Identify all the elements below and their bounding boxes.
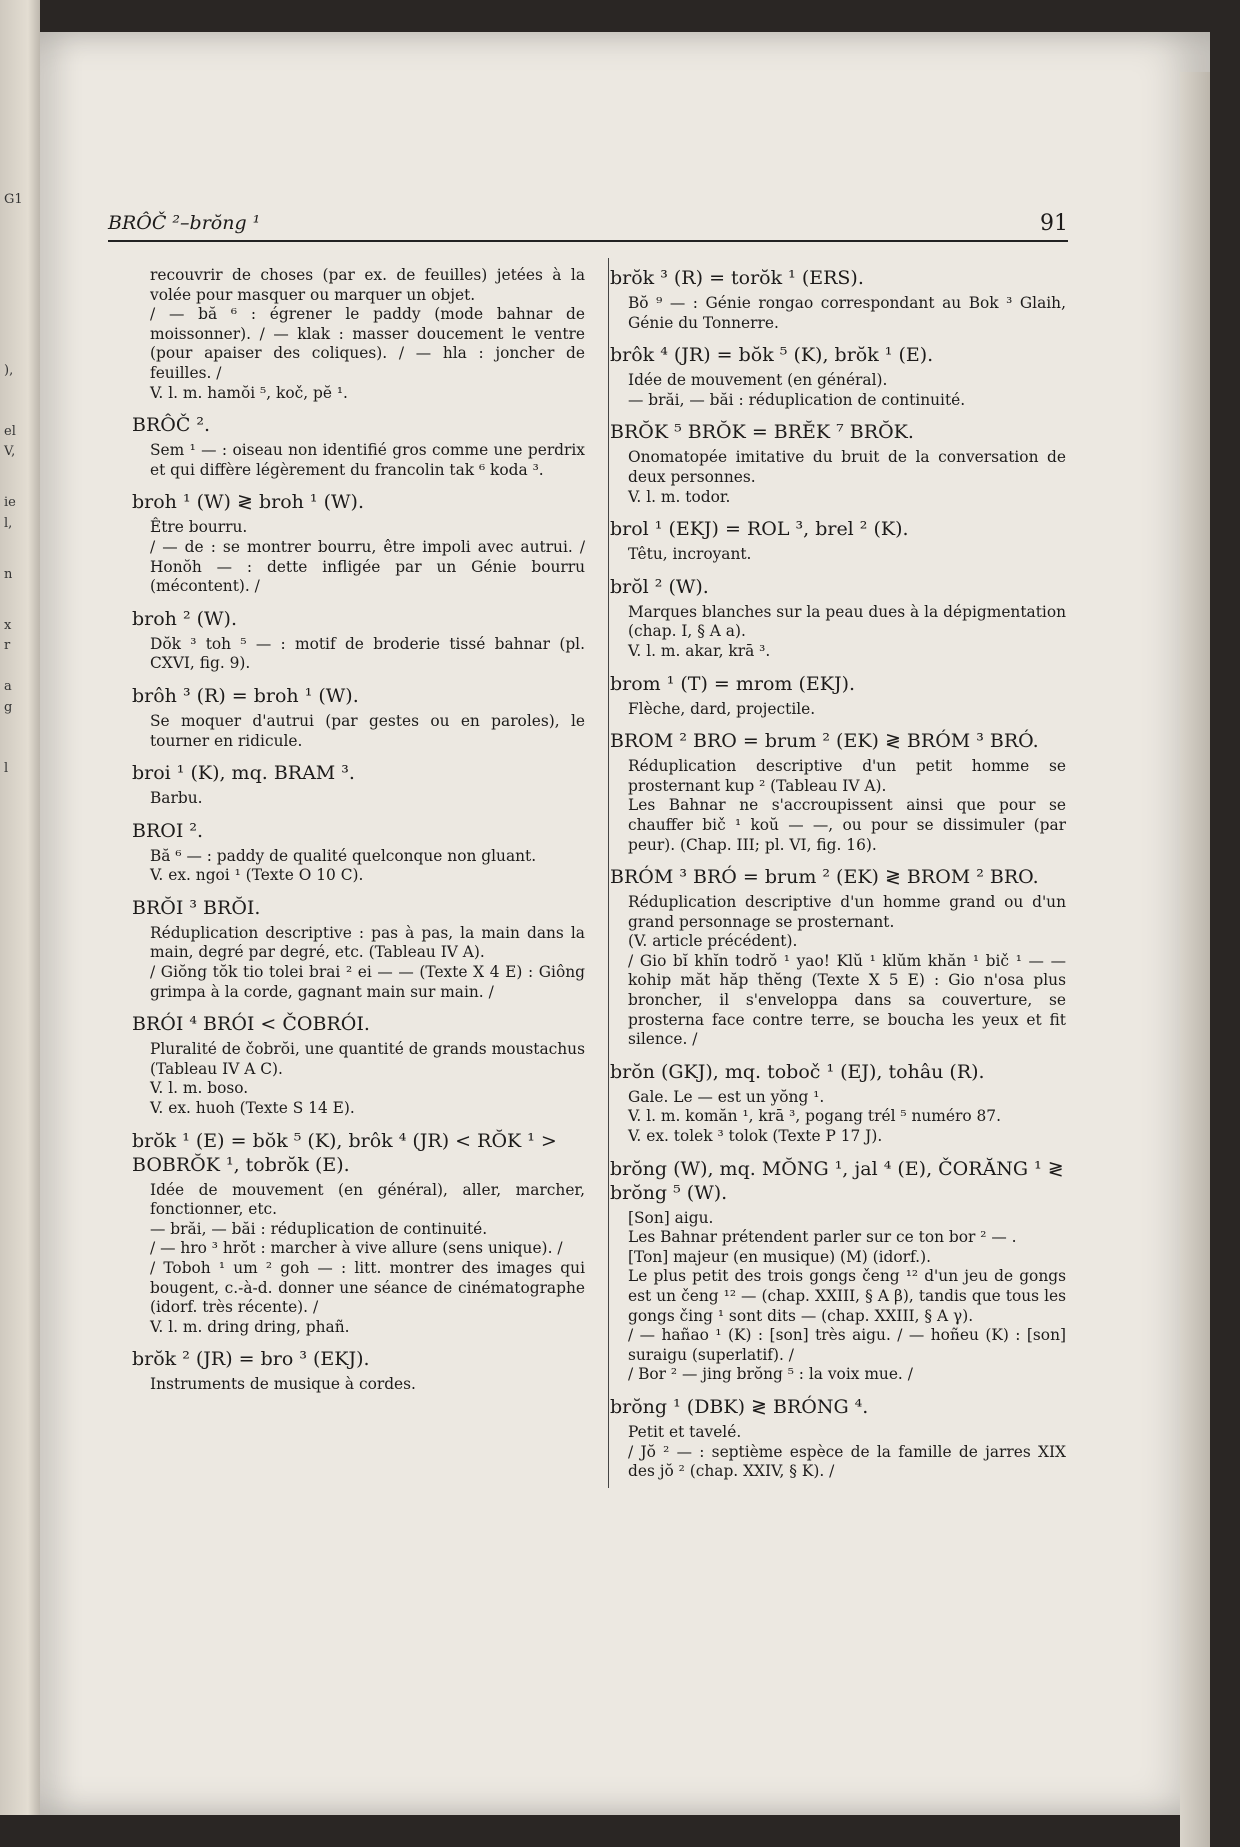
dictionary-entry-cont xyxy=(150,266,585,403)
entry-headword: BROM ² BRO = brum ² (EK) ≷ BRÓM ³ BRÓ. xyxy=(610,730,1039,753)
entry-definition xyxy=(628,1423,1066,1482)
entry-definition xyxy=(628,893,1066,1050)
entry-headword: brŏn (GKJ), mq. toboč ¹ (EJ), tohâu (R). xyxy=(610,1060,985,1083)
dictionary-entry-brom1 xyxy=(610,672,1066,720)
definition-line: Idée de mouvement (en général). xyxy=(628,371,888,390)
definition-line: Instruments de musique à cordes. xyxy=(150,1375,416,1394)
definition-line: V. ex. ngoi ¹ (Texte O 10 C). xyxy=(150,866,364,885)
definition-line: Dŏk ³ toh ⁵ — : motif de broderie tissé bahnar (pl. CXVI, fig. 9). xyxy=(150,634,585,673)
definition-line: recouvrir de choses (par ex. de feuilles) jetées à la volée pour masquer ou marquer un objet. xyxy=(150,266,585,304)
page-number: 91 xyxy=(1040,211,1068,236)
entry-headword: brôh ³ (R) = broh ¹ (W). xyxy=(132,684,359,707)
margin-mark: V, xyxy=(4,444,16,460)
running-header xyxy=(108,182,1068,242)
dictionary-entry-broh1 xyxy=(132,490,585,596)
entry-headword: brŏk ¹ (E) = bŏk ⁵ (K), brôk ⁴ (JR) < RŎK ¹ > BOBRŎK ¹, tobrŏk (E). xyxy=(132,1129,557,1176)
entry-definition xyxy=(150,1181,585,1338)
entry-definition xyxy=(628,603,1066,662)
definition-line: Le plus petit des trois gongs čeng ¹² d'un jeu de gongs est un čeng ¹² — (chap. XXIII, § A β), tandis que tous les gongs čing ¹ sont dits — (chap. XXIII, § A γ). xyxy=(628,1267,1066,1325)
definition-line: V. l. m. akar, krā ³. xyxy=(628,641,771,660)
dictionary-entry-brok2 xyxy=(132,1347,585,1395)
entry-headword: BROI ². xyxy=(132,819,204,842)
definition-line: / — hañao ¹ (K) : [son] très aigu. / — hoñeu (K) : [son] suraigu (superlatif). / xyxy=(628,1326,1066,1364)
definition-line: V. l. m. dring dring, phañ. xyxy=(150,1317,350,1336)
definition-line: Gale. Le — est un yŏng ¹. xyxy=(628,1087,825,1106)
dictionary-entry-brok1 xyxy=(132,1129,585,1338)
entry-definition xyxy=(150,712,585,751)
definition-line: Petit et tavelé. xyxy=(628,1422,742,1441)
definition-line: Pluralité de čobrŏi, une quantité de grands moustachus (Tableau IV A C). xyxy=(150,1040,585,1078)
entry-headword: brŏng ¹ (DBK) ≷ BRÓNG ⁴. xyxy=(610,1395,869,1418)
entry-headword: brôk ⁴ (JR) = bŏk ⁵ (K), brŏk ¹ (E). xyxy=(610,344,934,367)
entry-headword: BRÓI ⁴ BRÓI < ČOBRÓI. xyxy=(132,1013,370,1036)
dictionary-entry-brol1 xyxy=(610,517,1066,565)
definition-line: V. ex. tolek ³ tolok (Texte P 17 J). xyxy=(628,1127,883,1146)
definition-line: / Toboh ¹ um ² goh — : litt. montrer des images qui bougent, c.-à-d. donner une séance de cinématographe (idorf. très récente). / xyxy=(150,1259,585,1317)
definition-line: Réduplication descriptive d'un homme grand ou d'un grand personnage se prosternant. xyxy=(628,893,1066,931)
entry-headword: brŏk ² (JR) = bro ³ (EKJ). xyxy=(132,1348,370,1371)
entry-definition xyxy=(628,448,1066,507)
definition-line: V. l. m. todor. xyxy=(628,487,731,506)
entry-headword: BRŎK ⁵ BRŎK = BRĔK ⁷ BRŎK. xyxy=(610,421,914,444)
entry-headword: broh ² (W). xyxy=(132,607,238,630)
dictionary-entry-broh2 xyxy=(132,607,585,674)
margin-mark: el xyxy=(4,423,16,439)
dictionary-entry-broi4 xyxy=(132,1012,585,1118)
definition-line: Idée de mouvement (en général), aller, marcher, fonctionner, etc. xyxy=(150,1180,585,1219)
margin-mark: a xyxy=(4,679,12,695)
margin-mark: g xyxy=(4,699,13,715)
facing-page-margin-marks xyxy=(4,190,34,780)
entry-definition xyxy=(150,789,585,809)
dictionary-entry-broi3 xyxy=(132,896,585,1002)
entry-definition xyxy=(628,1209,1066,1385)
dictionary-entry-broi1 xyxy=(132,761,585,809)
dictionary-entry-brom3 xyxy=(610,865,1066,1050)
definition-line: Bŏ ⁹ — : Génie rongao correspondant au Bok ³ Glaih, Génie du Tonnerre. xyxy=(628,294,1066,332)
definition-line: Flèche, dard, projectile. xyxy=(628,699,816,718)
definition-line: Réduplication descriptive : pas à pas, la main dans la main, degré par degré, etc. (Tableau IV A). xyxy=(150,923,585,962)
entry-definition xyxy=(150,441,585,480)
definition-line: Les Bahnar prétendent parler sur ce ton bor ² — . xyxy=(628,1228,1017,1247)
entry-headword: BRŎI ³ BRŎI. xyxy=(132,896,261,919)
definition-line: Têtu, incroyant. xyxy=(628,545,752,564)
entry-headword: brom ¹ (T) = mrom (EKJ). xyxy=(610,672,856,695)
entry-definition xyxy=(150,635,585,674)
dictionary-entry-broc2 xyxy=(132,413,585,480)
running-head-title: BRÔČ ²–brŏng ¹ xyxy=(108,212,261,234)
definition-line: V. l. m. hamŏi ⁵, koč, pĕ ¹. xyxy=(150,383,348,402)
definition-line: Marques blanches sur la peau dues à la dépigmentation (chap. I, § A a). xyxy=(628,602,1066,641)
definition-line: / — bă ⁶ : égrener le paddy (mode bahnar de moissonner). / — klak : masser doucement le ventre (pour apaiser des coliques). / — hla : joncher de feuilles. / xyxy=(150,305,585,382)
definition-line: [Son] aigu. xyxy=(628,1208,714,1227)
dictionary-entry-brong xyxy=(610,1157,1066,1385)
right-column xyxy=(610,266,1066,1492)
margin-mark: n xyxy=(4,566,13,582)
page-edge-stack xyxy=(1180,72,1210,1847)
definition-line: V. l. m. boso. xyxy=(150,1079,249,1098)
definition-line: — brăi, — băi : réduplication de continuité. xyxy=(628,390,966,409)
entry-definition xyxy=(628,757,1066,855)
entry-headword: broi ¹ (K), mq. BRAM ³. xyxy=(132,762,355,785)
dictionary-entry-brong1 xyxy=(610,1395,1066,1482)
entry-definition xyxy=(150,1375,585,1395)
definition-line: Barbu. xyxy=(150,789,203,808)
definition-line: / Giŏng tŏk tio tolei brai ² ei — — (Texte X 4 E) : Giông grimpa à la corde, gagnant main sur main. / xyxy=(150,963,585,1001)
entry-definition xyxy=(628,294,1066,333)
definition-line: / Jŏ ² — : septième espèce de la famille de jarres XIX des jŏ ² (chap. XXIV, § K). / xyxy=(628,1442,1066,1481)
margin-mark: ), xyxy=(4,362,14,378)
definition-line: V. ex. huoh (Texte S 14 E). xyxy=(150,1099,355,1118)
margin-mark: ie xyxy=(4,495,16,511)
definition-line: / Gio bĭ khĭn todrŏ ¹ yao! Klŭ ¹ klŭm khăn ¹ bič ¹ — — kohip măt hăp thĕng (Texte X 5 E) : Gio n'osa plus broncher, il s'enveloppa dans sa couverture, se prosterna face contre terre, se boucha les yeux et fit silence. / xyxy=(628,951,1066,1049)
facing-page-edge xyxy=(0,0,40,1815)
dictionary-entry-brok3 xyxy=(610,266,1066,333)
entry-headword: BRÓM ³ BRÓ = brum ² (EK) ≷ BROM ² BRO. xyxy=(610,866,1039,889)
margin-mark: r xyxy=(4,638,11,654)
definition-line: Se moquer d'autrui (par gestes ou en paroles), le tourner en ridicule. xyxy=(150,711,585,750)
definition-line: / Bor ² — jing brŏng ⁵ : la voix mue. / xyxy=(628,1365,913,1384)
margin-mark: l xyxy=(4,760,9,776)
definition-line: Onomatopée imitative du bruit de la conversation de deux personnes. xyxy=(628,448,1066,486)
definition-line: Être bourru. xyxy=(150,518,248,537)
margin-mark: l, xyxy=(4,515,13,531)
definition-line: Réduplication descriptive d'un petit homme se prosternant kup ² (Tableau IV A). xyxy=(628,757,1066,795)
entry-definition xyxy=(150,1040,585,1118)
column-divider xyxy=(608,258,609,1488)
definition-line: / — hro ³ hrŏt : marcher à vive allure (sens unique). / xyxy=(150,1239,563,1258)
entry-definition xyxy=(150,266,585,403)
definition-line: V. l. m. komăn ¹, krā ³, pogang trél ⁵ numéro 87. xyxy=(628,1107,1001,1126)
dictionary-entry-broi2 xyxy=(132,819,585,886)
entry-definition xyxy=(628,371,1066,410)
margin-mark: G1 xyxy=(4,192,23,207)
entry-headword: brŏk ³ (R) = torŏk ¹ (ERS). xyxy=(610,267,864,289)
dictionary-entry-broh3 xyxy=(132,684,585,751)
dictionary-entry-brom2 xyxy=(610,729,1066,855)
definition-line: Les Bahnar ne s'accroupissent ainsi que pour se chauffer bič ¹ koŭ — —, ou pour se dissimuler (par peur). (Chap. III; pl. VI, fig. 16). xyxy=(628,796,1066,854)
definition-line: (V. article précédent). xyxy=(628,932,798,951)
entry-headword: brŏng (W), mq. MŎNG ¹, jal ⁴ (E), ČORĂNG ¹ ≷ brŏng ⁵ (W). xyxy=(610,1157,1064,1204)
entry-definition xyxy=(150,847,585,886)
dictionary-entry-bron xyxy=(610,1060,1066,1147)
margin-mark: x xyxy=(4,617,12,633)
entry-definition xyxy=(628,545,1066,565)
entry-definition xyxy=(628,1088,1066,1147)
dictionary-entry-brol2 xyxy=(610,575,1066,662)
definition-line: Sem ¹ — : oiseau non identifié gros comme une perdrix et qui diffère légèrement du francolin tak ⁶ koda ³. xyxy=(150,441,585,479)
entry-definition xyxy=(150,518,585,596)
entry-definition xyxy=(628,700,1066,720)
entry-headword: BRÔČ ². xyxy=(132,414,211,437)
definition-line: [Ton] majeur (en musique) (M) (idorf.). xyxy=(628,1247,931,1266)
entry-headword: broh ¹ (W) ≷ broh ¹ (W). xyxy=(132,491,364,514)
definition-line: / — de : se montrer bourru, être impoli avec autrui. / Honŏh — : dette infligée par un Génie bourru (mécontent). / xyxy=(150,537,585,596)
entry-headword: brŏl ² (W). xyxy=(610,575,709,598)
dictionary-entry-brok4 xyxy=(610,343,1066,410)
definition-line: — brăi, — băi : réduplication de continuité. xyxy=(150,1219,488,1238)
entry-headword: brol ¹ (EKJ) = ROL ³, brel ² (K). xyxy=(610,518,909,541)
dictionary-entry-brok5 xyxy=(610,420,1066,507)
definition-line: Bă ⁶ — : paddy de qualité quelconque non gluant. xyxy=(150,846,537,865)
left-column xyxy=(132,266,585,1405)
entry-definition xyxy=(150,924,585,1002)
